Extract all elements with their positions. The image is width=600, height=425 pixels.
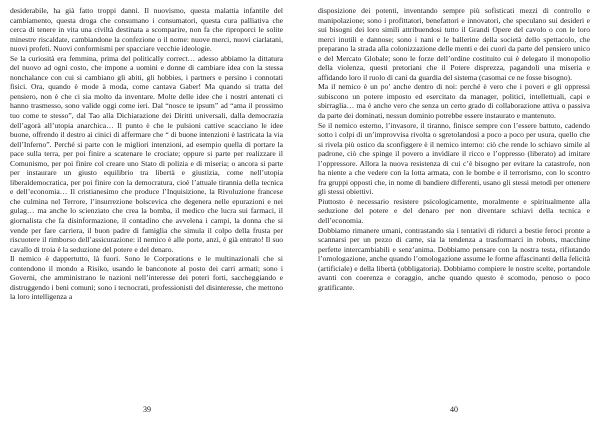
right-paragraph-5: Dobbiamo rimanere umani, contrastando sia i tentativi di ridurci a bestie feroci pronte a scannarsi per un pezzo di carne, sia la tendenza a trasformarci in robots, macchine perfette intercambiabili e senz’anima. Dobbiamo pensare con la nostra testa, rifiutando l’omologazione, anche quando l’omologazione assume le forme affascinanti della felicità (artificiale) e della libertà (obbligatoria). Dobbiamo compiere le nostre scelte, portandole avanti con coerenza e coraggio, anche quando questo è scomodo, penoso o poco gratificante. — [318, 225, 590, 292]
left-page — [10, 6, 283, 401]
left-paragraph-3: Il nemico è dappertutto, là fuori. Sono le Corporations e le multinazionali che si contendono il mondo a Risiko, usando le banconote al posto dei carri armati; sono i Governi, che amministrano le nazioni nell’interesse dei poteri forti, saccheggiando e distruggendo i beni comuni; sono i tecnocrati, professionisti del disinteresse, che mettono la loro intelligenza a — [10, 254, 283, 302]
right-page-number: 40 — [450, 405, 458, 414]
right-paragraph-4: Piuttosto è necessario resistere psicologicamente, moralmente e spiritualmente alla seduzione del potere e del denaro per non diventare schiavi della tecnica e dell’economia. — [318, 196, 590, 226]
left-paragraph-1: desiderabile, ha già fatto troppi danni. Il nuovismo, questa malattia infantile del cambiamento, questa droga che consumano i consumatori, questa cura palliativa che cerca di tenere in vita una civiltà destinata a scomparire, non fa che riproporci le solite minestre riscaldate, cambiandone la confezione o il nome: nuove merci, nuovi ciarlatani, nuovi profeti. Nuovi conformismi per spacciare vecchie ideologie. — [10, 6, 283, 54]
right-paragraph-3: Se il nemico esterno, l’invasore, il tiranno, finisce sempre con l’essere battuto, cadendo sotto i colpi di un’improvvisa rivolta o sgretolandosi a poco a poco per usura, quello che si rivela più ostico da sconfiggere è il nemico interno: ciò che rende lo schiavo simile al padrone, ciò che spinge il povero a invidiare il ricco e l’oppresso (liberato) ad imitare l’oppressore. Allora la nuova resistenza di cui c’è bisogno per evitare la catastrofe, non ha niente a che vedere con la lotta armata, con le bombe e il terrorismo, con lo scontro fra gruppi opposti che, in nome di bandiere differenti, usano gli stessi metodi per ottenere gli stessi obiettivi. — [318, 120, 590, 197]
left-paragraph-2: Se la curiosità era femmina, prima del politically correct… adesso abbiamo la dittatura del nuovo ad ogni costo, che impone a uomini e donne di cambiare idea con la stessa nonchalance con cui si cambiano gli abiti, gli hobbies, i partners e persino i connotati fisici. Ora, quando è mode à moda, come cantava Gaber! Ma quando si tratta del pensiero, non è che ci sia molto da inventare. Molte delle idee che i nostri antenati ci hanno trasmesso, sono valide oggi come ieri. Dal “nosce te ipsum” ad “ama il prossimo tuo come te stesso”, dal Tao alla Dichiarazione dei Diritti universali, dalla democrazia dell’agorà all’utopia anarchica… Il punto è che le pulsioni cattive scacciano le idee buone, offrendo il destro ai cinici di affermare che “ di buone intenzioni è lastricata la via dell’Inferno”. Perché si parte con le migliori intenzioni, ad esempio quella di portare la pace sulla terra, per poi finire a scatenare le crociate; oppure si parte per realizzare il Comunismo, per poi finire col creare uno Stato di polizia e di miseria; o ancora si parte per instaurare un giusto equilibrio tra libertà e giustizia, come nell’utopia liberaldemocratica, per poi finire con la democratura, cioè l’attuale tirannia della tecnica e dell’economia… Il cristianesimo che produce l’Inquisizione, la Rivoluzione francese che culmina nel Terrore, l’insurrezione bolscevica che degenera nelle epurazioni e nei gulag… ma anche lo scienziato che crea la bomba, il medico che lucra sui farmaci, il giornalista che fa disinformazione, il contadino che avvelena i campi, la donna che si vende per fare carriera, il buon padre di famiglia che simula il colpo della frusta per riscuotere il rimborso dell’assicurazione: il nemico è alle porte, anzi, è già entrato! Il suo cavallo di troia è la seduzione del potere e del denaro. — [10, 53, 283, 254]
left-page-number: 39 — [143, 405, 151, 414]
right-paragraph-2: Ma il nemico è un po’ anche dentro di noi: perché è vero che i poveri e gli oppressi subiscono un potere imposto ed esercitato da manager, politici, intellettuali, capi e sbirraglia… ma è anche vero che senza un certo grado di collaborazione attiva o passiva da parte dei dominati, nessun dominio potrebbe essere instaurato e mantenuto. — [318, 82, 590, 121]
right-paragraph-1: disposizione dei potenti, inventando sempre più sofisticati mezzi di controllo e manipolazione; sono i profittatori, benefattori e innovatori, che speculano sui desideri e sui bisogni dei loro simili attribuendosi tutto il Grandi Opere del cavolo o con le loro merci inutili e dannose; sono i nani e le ballerine della società dello spettacolo, che preparano la strada alla colonizzazione delle menti e dei cuori da parte del pensiero unico e del Mercato Globale; sono le forze dell’ordine costituito cui è delegato il monopolio della violenza, questi pretoriani che il Potere disprezza, pagandoli una miseria e affidando loro il ruolo di cani da guardia del sistema (casomai ce ne fosse bisogno). — [318, 6, 590, 82]
right-page — [318, 6, 590, 401]
